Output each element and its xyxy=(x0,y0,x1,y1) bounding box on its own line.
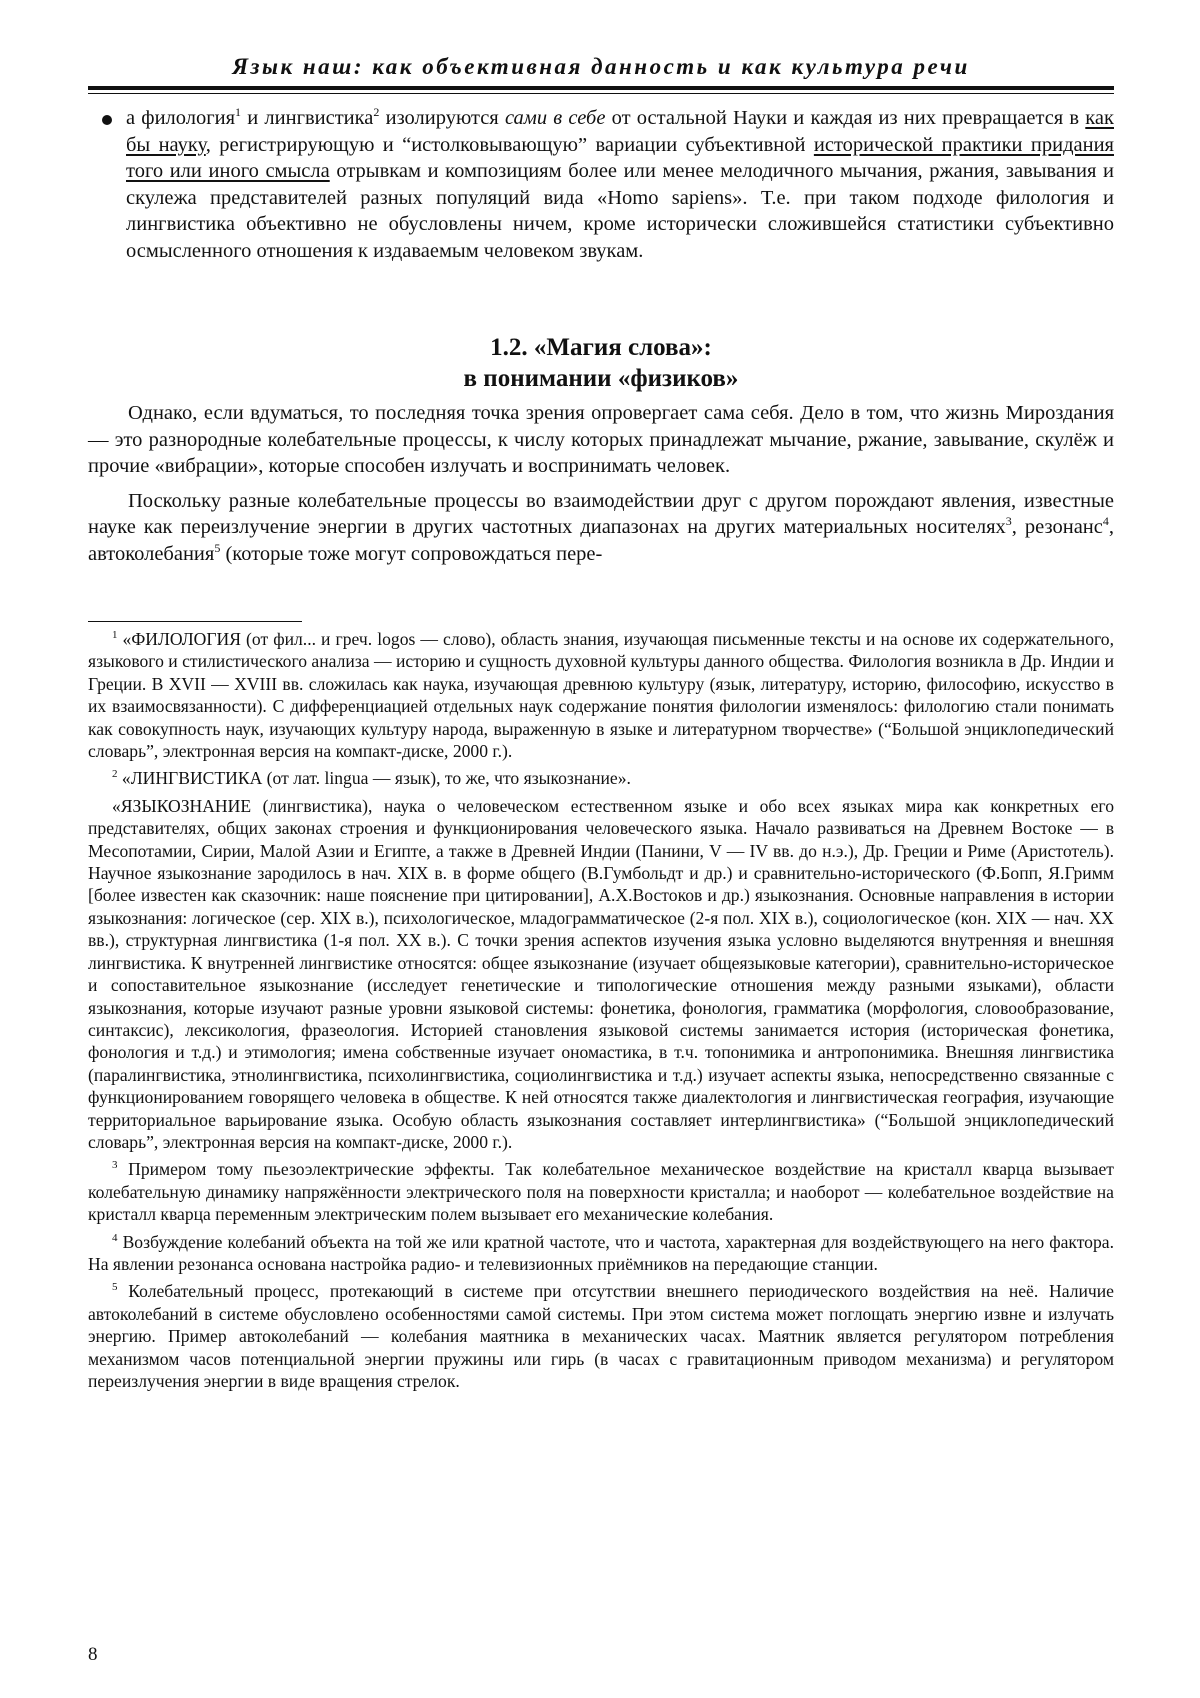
bullet-icon xyxy=(102,115,112,125)
body-text-part: Поскольку разные колебательные процессы во взаимодействии друг с другом порождают явления, известные науке как переизлучение энергии в других частотных диапазонах на других материальных носителях xyxy=(88,489,1114,538)
bullet-text-part: от остальной Науки и каждая из них превращается в xyxy=(605,107,1086,129)
body-text-part: , резонанс xyxy=(1011,516,1103,538)
footnote-ref-2[interactable]: 2 xyxy=(373,105,380,120)
header-rule-thick xyxy=(88,86,1114,90)
footnote-text: Возбуждение колебаний объекта на той же или кратной частоте, что и частота, характерная для воздействующего на него фактора. На явлении резонанса основана настройка радио- и телевизионных приёмников на передающие станции. xyxy=(88,1231,1114,1274)
body-text xyxy=(88,400,1114,575)
footnote-text: Примером тому пьезоэлектрические эффекты. Так колебательное механическое воздействие на кристалл кварца вызывает колебательную динамику напряжённости электрического поля на поверхности кристалла; и наоборот — колебательное воздействие на кристалл кварца переменным электрическим полем вызывает его механические колебания. xyxy=(88,1159,1114,1225)
footnote-number: 4 xyxy=(112,1231,118,1244)
underlined-phrase: как бы науку xyxy=(126,107,1114,156)
footnote-text: Колебательный процесс, протекающий в системе при отсутствии внешнего периодического воздействия на неё. Наличие автоколебаний в системе обусловлено особенностями самой системы. При этом система может поглощать энергию извне и излучать энергию. Пример автоколебаний — колебания маятника в механических часах. Маятник является регулятором потребления механизмом часов потенциальной энергии пружины или гирь (в часах с гравитационным приводом механизма) и регулятором переизлучения энергии в виде вращения стрелок. xyxy=(88,1281,1114,1391)
body-text-part: , автоколебания xyxy=(88,516,1114,565)
footnote-ref-3[interactable]: 3 xyxy=(1005,514,1012,529)
bullet-text-part: , регистрирующую и “истолковывающую” вариации субъективной xyxy=(205,133,814,156)
footnote-number: 2 xyxy=(112,768,118,781)
footnote-2 xyxy=(88,767,1114,789)
bullet-text-part: отрывкам и композициям более или менее мелодичного мычания, ржания, завывания и скулежа представителей разных популяций вида «Homo sapiens». Т.е. при таком подходе филология и лингвистика объективно не обусловлены ничем, кроме исторически сложившейся статистики субъективно осмысленного отношения к издаваемым человеком звукам. xyxy=(126,160,1114,262)
footnote-ref-4[interactable]: 4 xyxy=(1102,514,1109,529)
underlined-phrase: исторической практики придания того или иного смысла xyxy=(126,133,1114,182)
body-text-part: (которые тоже могут сопровождаться пере- xyxy=(220,542,603,565)
bullet-text-part: и лингвистика xyxy=(241,107,374,129)
running-header: Язык наш: как объективная данность и как культура речи xyxy=(232,54,970,79)
footnote-ref-5[interactable]: 5 xyxy=(214,540,221,555)
page-number: 8 xyxy=(88,1644,98,1665)
body-paragraph-1: Однако, если вдуматься, то последняя точка зрения опровергает сама себя. Дело в том, что жизнь Мироздания — это разнородные колебательные процессы, к числу которых принадлежат мычание, ржание, завывание, скулёж и прочие «вибрации», которые способен излучать и воспринимать человек. xyxy=(88,402,1114,477)
footnote-4 xyxy=(88,1231,1114,1276)
body-paragraph-2 xyxy=(88,488,1114,568)
footnote-text: «ЛИНГВИСТИКА (от лат. lingua — язык), то же, что языкознание». xyxy=(117,768,631,789)
footnote-separator xyxy=(88,621,302,622)
header-rule-thin xyxy=(88,93,1114,94)
footnote-text: «ФИЛОЛОГИЯ (от фил... и греч. logos — слово), область знания, изучающая письменные тексты и на основе их содержательного, языкового и стилистического анализа — историю и сущность духовной культуры данного общества. Филология возникла в Др. Индии и Греции. В XVII — XVIII вв. сложилась как наука, изучающая древнюю культуру (язык, литературу, историю, философию, искусство в их взаимосвязанности). С дифференциацией отдельных наук содержание понятия филологии изменялось: филологию стали понимать как совокупность наук, изучающих культуру народа, выраженную в языке и литературном творчестве» (“Большой энциклопедический словарь”, электронная версия на компакт-диске, 2000 г.). xyxy=(88,629,1114,762)
italic-phrase: сами в себе xyxy=(504,107,606,129)
footnote-3 xyxy=(88,1158,1114,1225)
footnote-number: 3 xyxy=(112,1159,118,1172)
footnote-1 xyxy=(88,628,1114,762)
footnote-number: 1 xyxy=(112,629,118,642)
footnote-2-continued: «ЯЗЫКОЗНАНИЕ (лингвистика), наука о человеческом естественном языке и обо всех языках мира как конкретных его представителях, общих законах строения и функционирования человеческого языка. Начало развиваться на Древнем Востоке — в Месопотамии, Сирии, Малой Азии и Египте, а также в Древней Индии (Панини, V — IV вв. до н.э.), Др. Греции и Риме (Аристотель). Научное языкознание зародилось в нач. XIX в. в форме общего (В.Гумбольдт и др.) и сравнительно-исторического (Ф.Бопп, Я.Гримм [более известен как сказочник: наше пояснение при цитировании], А.Х.Востоков и др.) языкознания. Основные направления в истории языкознания: логическое (сер. XIX в.), психологическое, младограмматическое (2-я пол. XIX в.), социологическое (кон. XIX — нач. XX вв.), структурная лингвистика (1-я пол. XX в.). С точки зрения аспектов изучения языка условно выделяются внутренняя и внешняя лингвистика. К внутренней лингвистике относятся: общее языкознание (изучает общеязыковые категории), сравнительно-историческое и сопоставительное языкознание (исследует генетические и типологические отношения между разными языками), области языкознания, которые изучают разные уровни языковой системы: фонетика, фонология, грамматика (морфология, словообразование, синтаксис), лексикология, фразеология. Историей становления языковой системы занимается история (историческая фонетика, фонология и т.д.) и этимология; имена собственные изучает ономастика, в т.ч. топонимика и антропонимика. Внешняя лингвистика (паралингвистика, этнолингвистика, психолингвистика, социолингвистика и т.д.) изучает аспекты языка, непосредственно связанные с функционированием говорящего человека в обществе. К ней относятся также диалектология и лингвистическая география, изучающие территориальное варьирование языка. Особую область языкознания составляет интерлингвистика» (“Большой энциклопедический словарь”, электронная версия на компакт-диске, 2000 г.). xyxy=(88,795,1114,1152)
bullet-text xyxy=(126,105,1114,264)
section-title-line-2: в понимании «физиков» xyxy=(463,365,739,392)
bullet-text-part: изолируются xyxy=(379,107,505,129)
bullet-paragraph xyxy=(102,105,1114,264)
section-title-line-1: 1.2. «Магия слова»: xyxy=(490,334,712,361)
footnote-ref-1[interactable]: 1 xyxy=(235,105,242,120)
section-heading xyxy=(90,332,1112,394)
footnote-5 xyxy=(88,1280,1114,1392)
bullet-text-part: а филология xyxy=(126,107,236,129)
footnotes xyxy=(88,628,1114,1397)
footnote-number: 5 xyxy=(112,1281,118,1294)
